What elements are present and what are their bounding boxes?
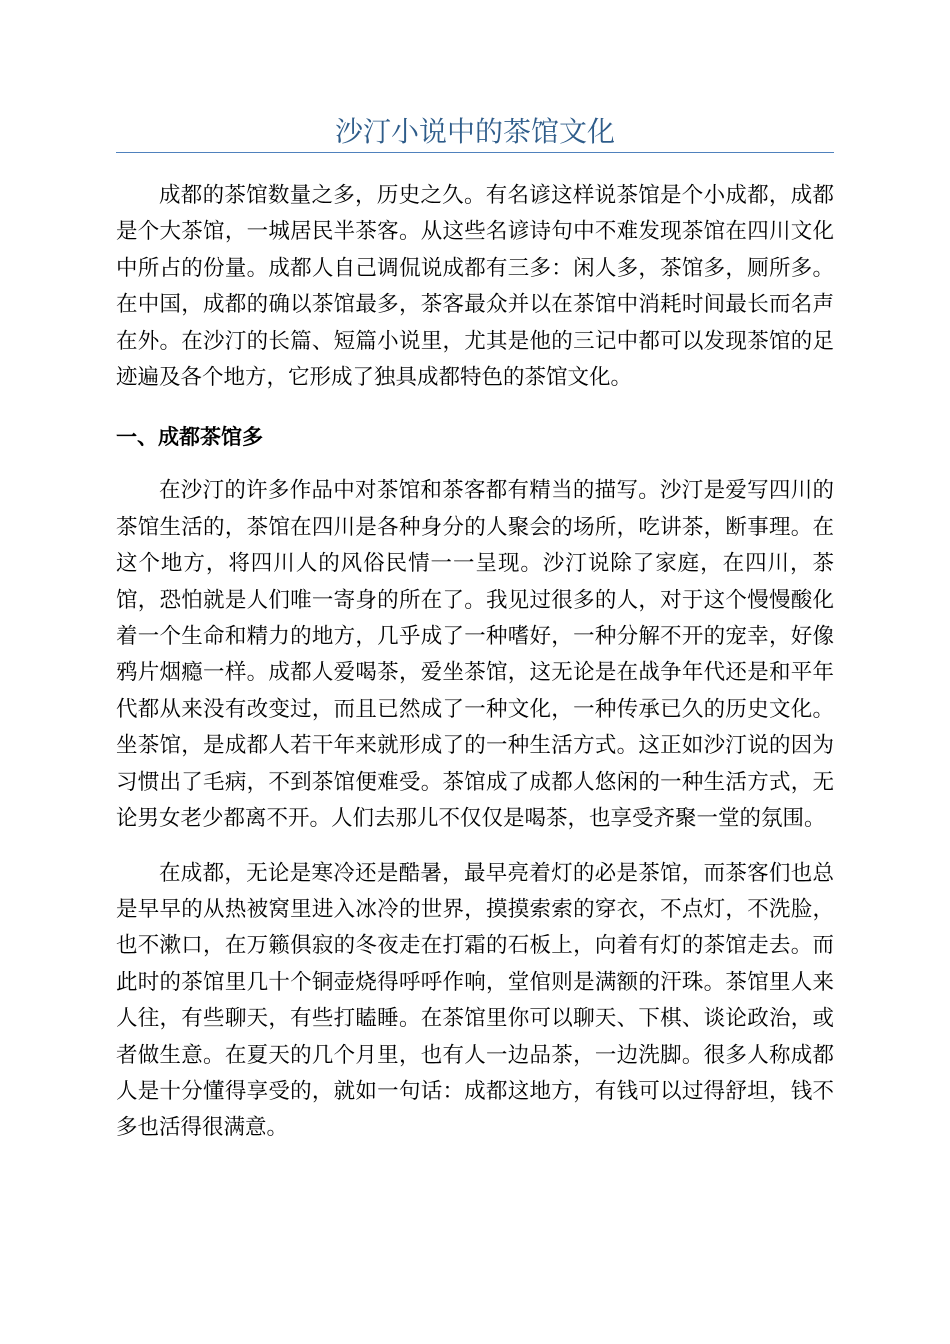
section-paragraph-2: 在成都，无论是寒冷还是酷暑，最早亮着灯的必是茶馆，而茶客们也总是早早的从热被窝里进入冰冷的世界，摸摸索索的穿衣，不点灯，不洗脸，也不漱口，在万籁俱寂的冬夜走在打霜的石板上，向着有灯的茶馆走去。而此时的茶馆里几十个铜壶烧得呼呼作响，堂倌则是满额的汗珠。茶馆里人来人往，有些聊天，有些打瞌睡。在茶馆里你可以聊天、下棋、谈论政治，或者做生意。在夏天的几个月里，也有人一边品茶，一边洗脚。很多人称成都人是十分懂得享受的，就如一句话：成都这地方，有钱可以过得舒坦，钱不多也活得很满意。 — [116, 860, 834, 1141]
document-title: 沙汀小说中的茶馆文化 — [334, 115, 615, 148]
document-page — [116, 0, 834, 1147]
title-underline — [116, 152, 834, 153]
section-heading: 一、成都茶馆多 — [116, 425, 263, 450]
intro-paragraph: 成都的茶馆数量之多，历史之久。有名谚这样说茶馆是个小成都，成都是个大茶馆，一城居民半茶客。从这些名谚诗句中不难发现茶馆在四川文化中所占的份量。成都人自己调侃说成都有三多：闲人多，茶馆多，厕所多。在中国，成都的确以茶馆最多，茶客最众并以在茶馆中消耗时间最长而名声在外。在沙汀的长篇、短篇小说里，尤其是他的三记中都可以发现茶馆的足迹遍及各个地方，它形成了独具成都特色的茶馆文化。 — [116, 183, 834, 391]
section-paragraph-1: 在沙汀的许多作品中对茶馆和茶客都有精当的描写。沙汀是爱写四川的茶馆生活的，茶馆在四川是各种身分的人聚会的场所，吃讲茶，断事理。在这个地方，将四川人的风俗民情一一呈现。沙汀说除了家庭，在四川，茶馆，恐怕就是人们唯一寄身的所在了。我见过很多的人，对于这个慢慢酸化着一个生命和精力的地方，几乎成了一种嗜好，一种分解不开的宠幸，好像鸦片烟瘾一样。成都人爱喝茶，爱坐茶馆，这无论是在战争年代还是和平年代都从来没有改变过，而且已然成了一种文化，一种传承已久的历史文化。坐茶馆，是成都人若干年来就形成了的一种生活方式。这正如沙汀说的因为习惯出了毛病，不到茶馆便难受。茶馆成了成都人悠闲的一种生活方式，无论男女老少都离不开。人们去那儿不仅仅是喝茶，也享受齐聚一堂的氛围。 — [116, 478, 834, 832]
